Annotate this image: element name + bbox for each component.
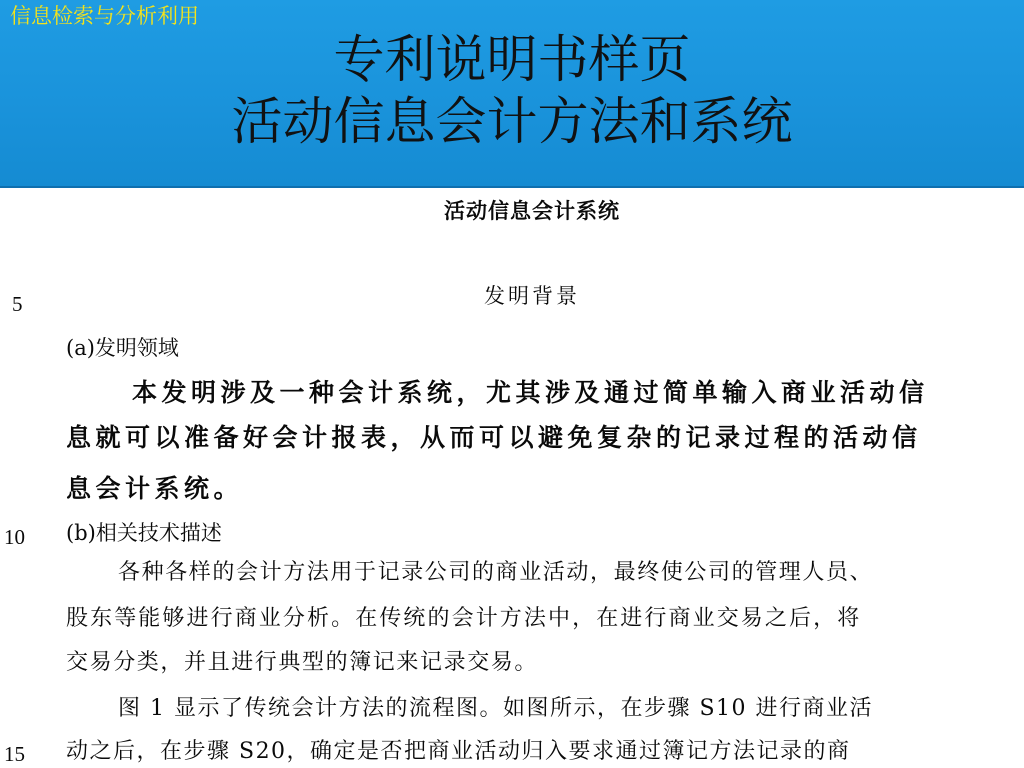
slide-title-line1: 专利说明书样页 [333,31,691,90]
paragraph-line: 交易分类，并且进行典型的簿记来记录交易。 [66,650,539,675]
line-number: 15 [4,742,25,766]
subheading-related-art: (b)相关技术描述 [66,521,222,545]
paragraph-line: 动之后，在步骤 S20，确定是否把商业活动归入要求通过簿记方法记录的商 [66,739,851,764]
course-label: 信息检索与分析利用 [10,4,199,28]
patent-document-scan [0,188,1024,768]
header-banner [0,0,1024,188]
paragraph-line: 图 1 显示了传统会计方法的流程图。如图所示，在步骤 S10 进行商业活 [118,696,874,721]
section-heading: 发明背景 [484,284,580,308]
slide-title [0,30,1024,154]
paragraph-line: 息会计系统。 [66,474,244,503]
paragraph-line: 各种各样的会计方法用于记录公司的商业活动，最终使公司的管理人员、 [118,560,874,585]
subheading-field-of-invention: (a)发明领域 [66,336,179,360]
paragraph-line: 息就可以准备好会计报表，从而可以避免复杂的记录过程的活动信 [66,423,922,452]
paragraph-line: 本发明涉及一种会计系统，尤其涉及通过简单输入商业活动信 [132,378,929,407]
paragraph-line: 股东等能够进行商业分析。在传统的会计方法中，在进行商业交易之后，将 [66,606,862,631]
slide-title-line2: 活动信息会计方法和系统 [231,93,793,152]
line-number: 10 [4,525,25,549]
line-number: 5 [12,292,23,316]
document-title: 活动信息会计系统 [444,198,620,223]
